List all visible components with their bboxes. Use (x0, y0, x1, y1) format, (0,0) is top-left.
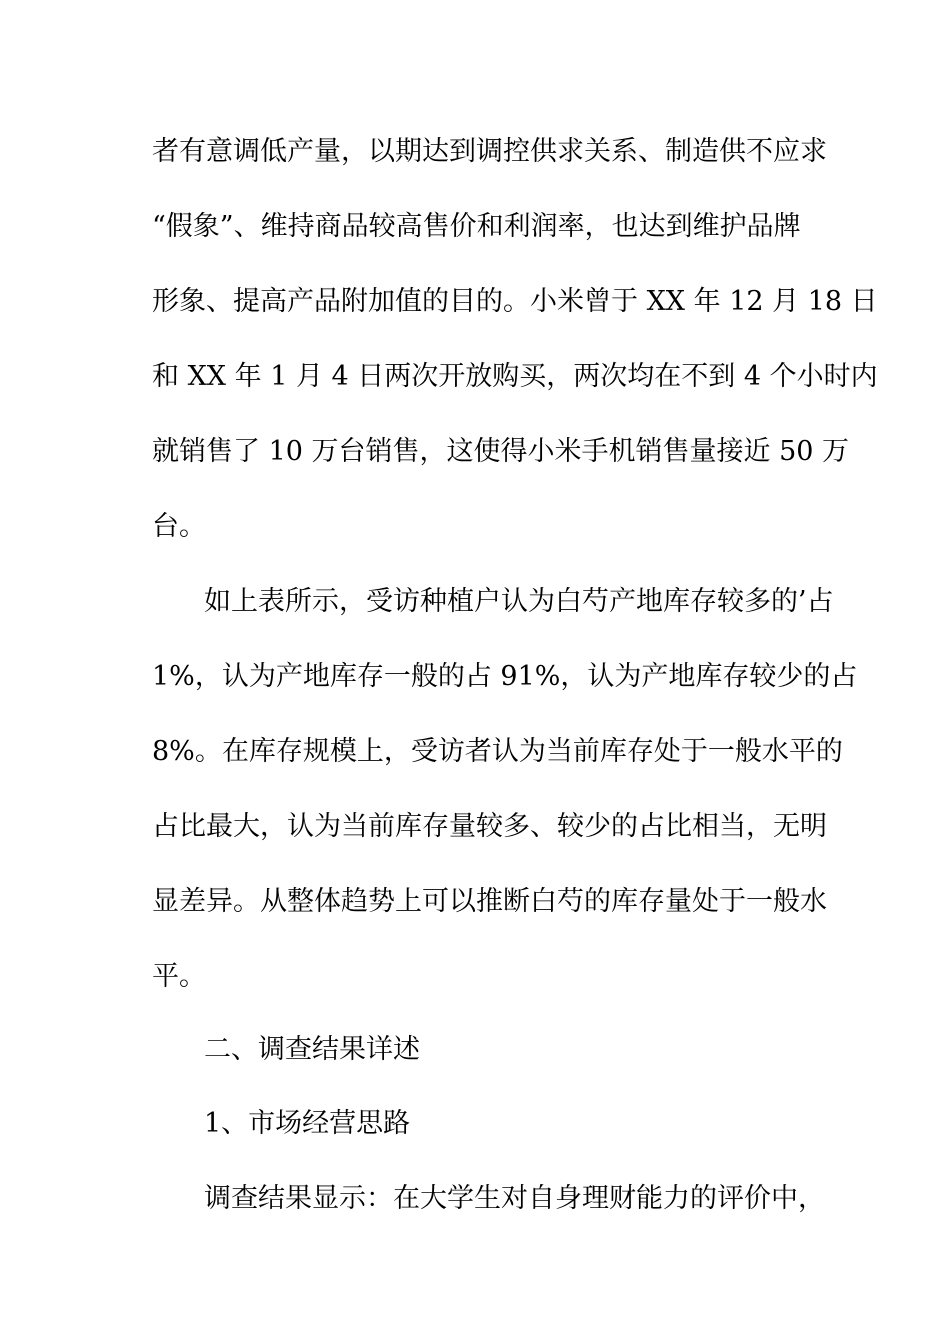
paragraph-2-line-2: 1%，认为产地库存一般的占 91%，认为产地库存较少的占 (152, 661, 858, 692)
subsection-heading: 1、市场经营思路 (204, 1108, 411, 1139)
paragraph-2-line-5: 显差异。从整体趋势上可以推断白芍的库存量处于一般水 (152, 886, 827, 917)
paragraph-1-line-6: 台。 (152, 511, 206, 542)
paragraph-2-line-1: 如上表所示，受访种植户认为白芍产地库存较多的’占 (204, 586, 834, 617)
paragraph-1-line-5: 就销售了 10 万台销售，这使得小米手机销售量接近 50 万 (152, 436, 850, 467)
paragraph-1-line-1: 者有意调低产量，以期达到调控供求关系、制造供不应求 (152, 136, 827, 167)
paragraph-3-line-1: 调查结果显示：在大学生对自身理财能力的评价中， (204, 1183, 825, 1214)
section-heading: 二、调查结果详述 (204, 1034, 420, 1065)
paragraph-1-line-4: 和 XX 年 1 月 4 日两次开放购买，两次均在不到 4 个小时内 (152, 361, 878, 392)
paragraph-1-line-3: 形象、提高产品附加值的目的。小米曾于 XX 年 12 月 18 日 (152, 286, 878, 317)
paragraph-1-line-2: “假象”、维持商品较高售价和利润率，也达到维护品牌 (152, 211, 801, 242)
paragraph-2-line-3: 8%。在库存规模上，受访者认为当前库存处于一般水平的 (152, 736, 843, 767)
paragraph-2-line-4: 占比最大，认为当前库存量较多、较少的占比相当，无明 (152, 811, 827, 842)
paragraph-2-line-6: 平。 (152, 961, 206, 992)
